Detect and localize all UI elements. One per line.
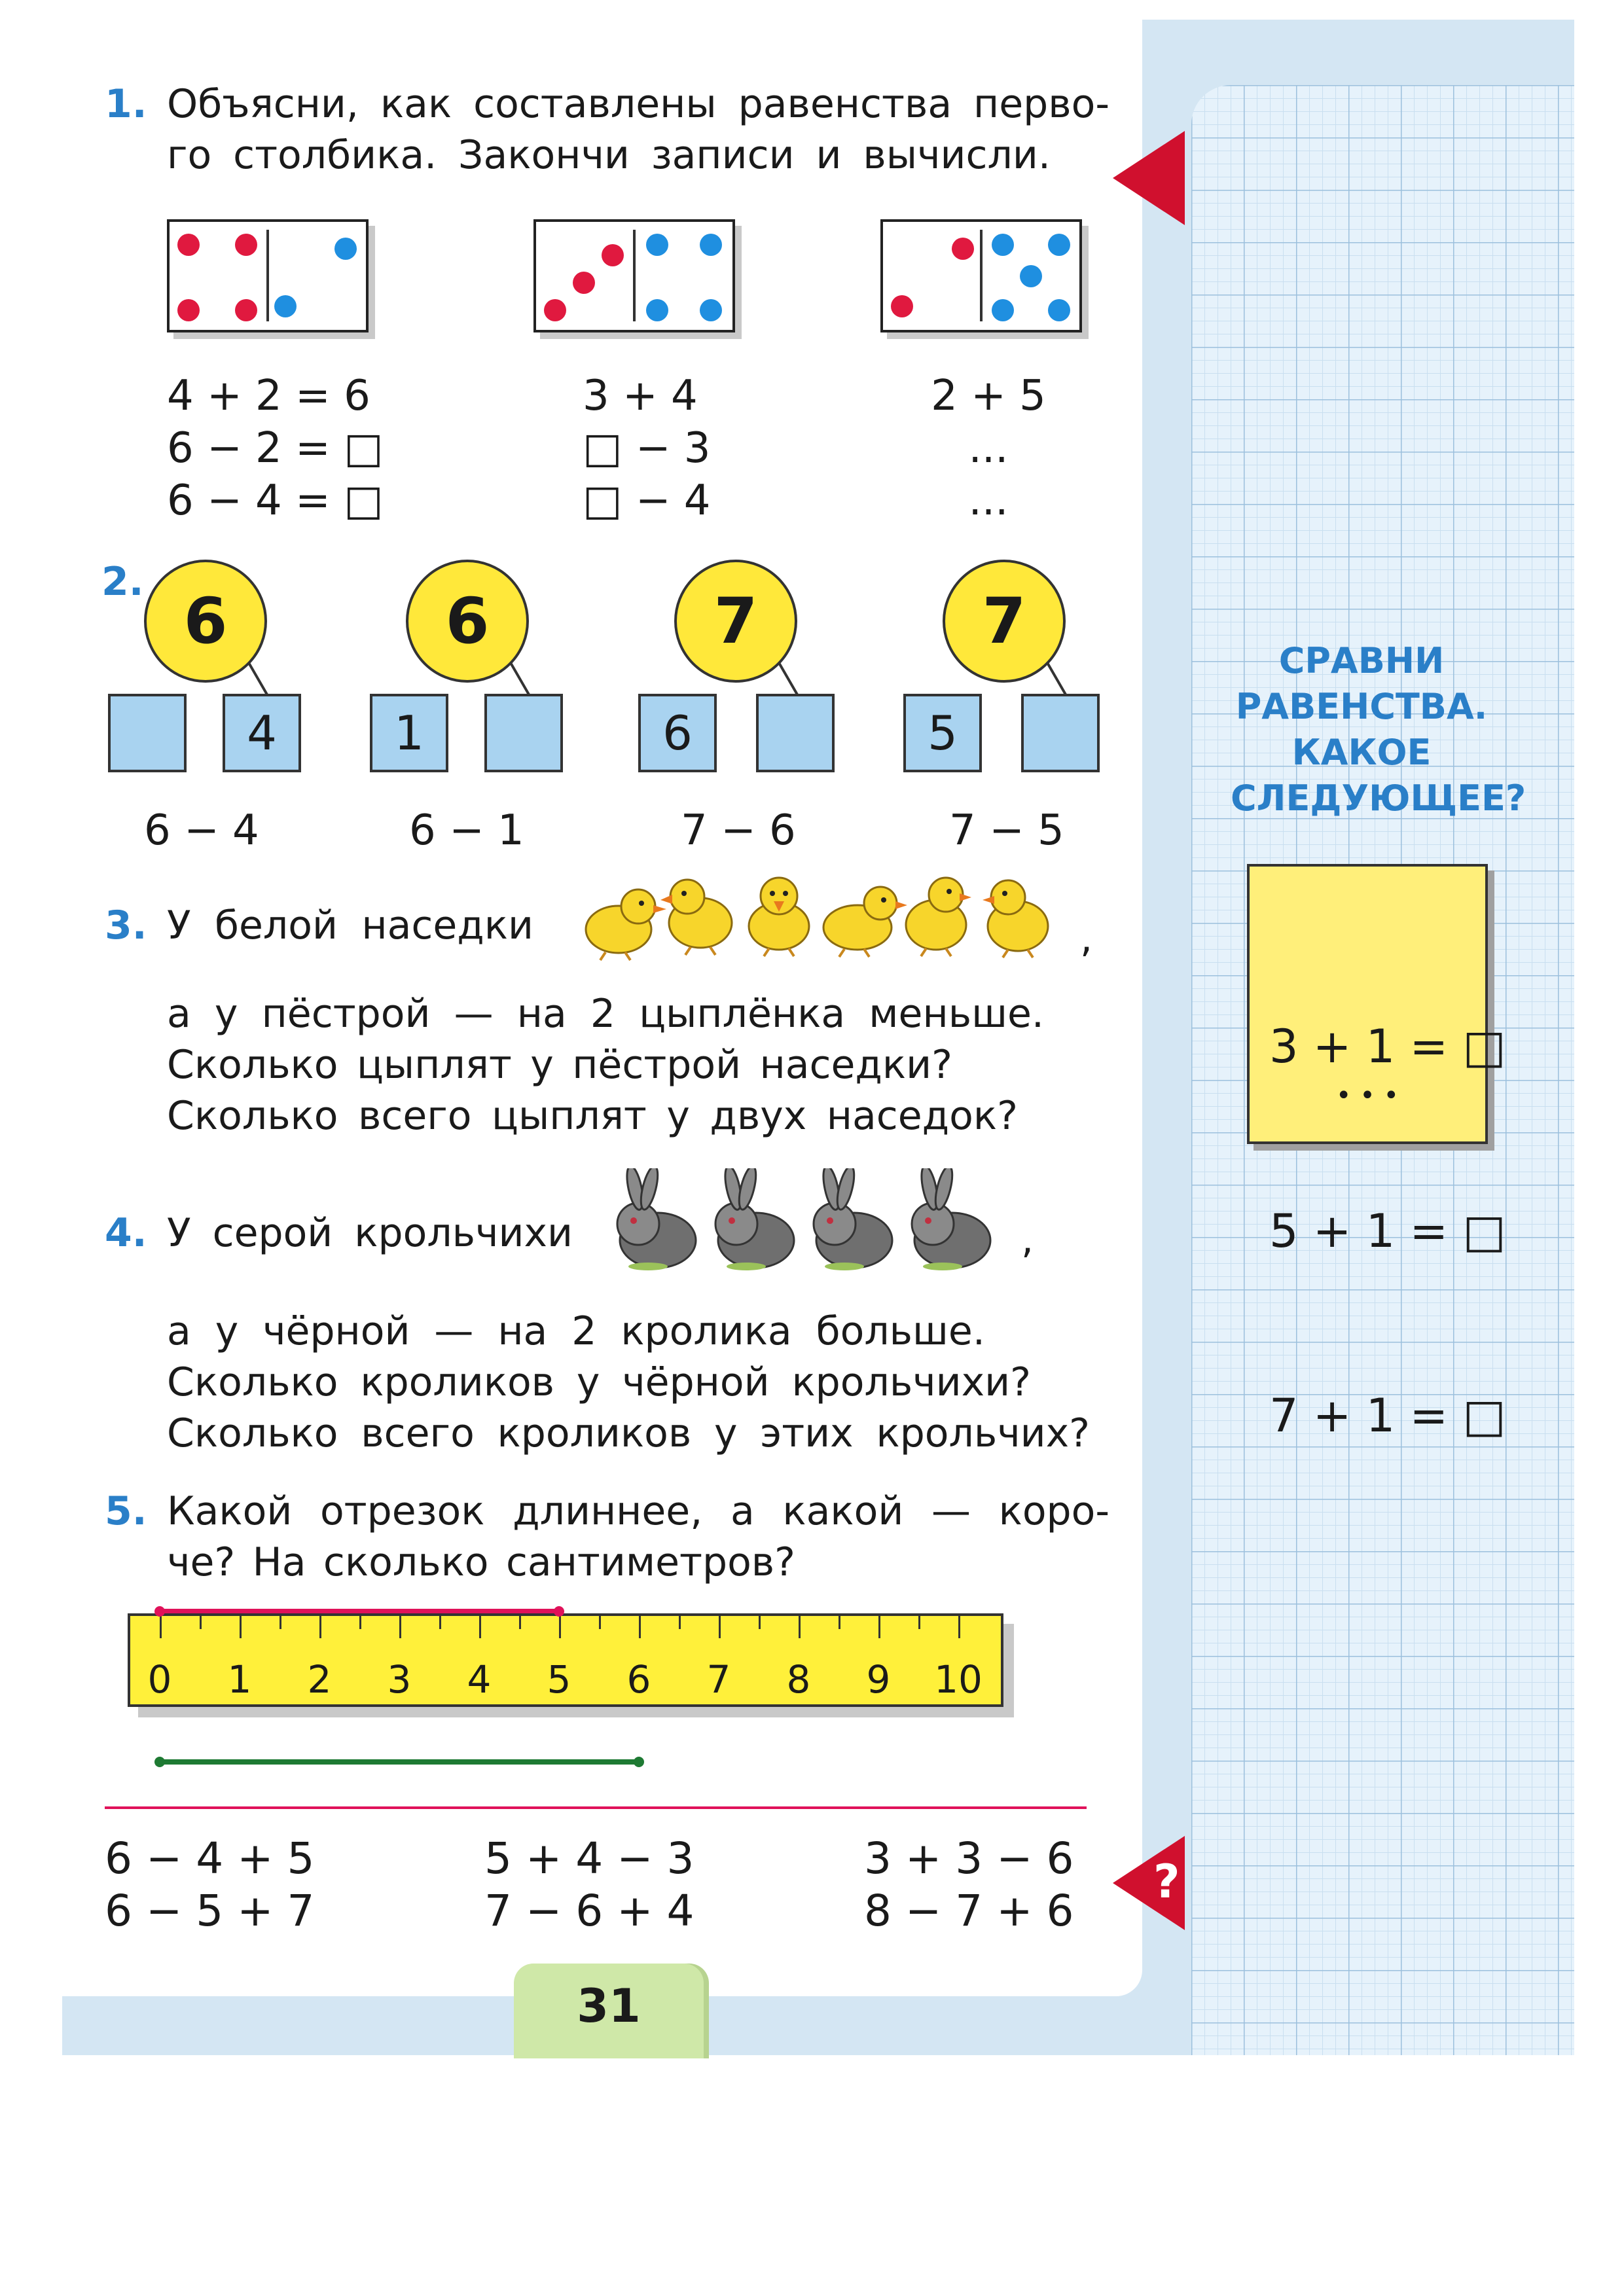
chick-icon (906, 878, 971, 956)
question-mark: ? (1153, 1855, 1180, 1909)
ruler-label: 4 (467, 1657, 492, 1702)
domino-2 (533, 219, 735, 332)
bottom-expression-column-1: 6 − 4 + 5 6 − 5 + 7 (105, 1833, 315, 1936)
ruler-label: 1 (227, 1657, 252, 1702)
ruler-half-tick (200, 1616, 202, 1629)
equation-column-2: 3 + 4 □ − 3 □ − 4 (583, 372, 711, 525)
expression: 6 − 4 (144, 806, 259, 855)
ruler-label: 0 (147, 1657, 172, 1702)
ruler-half-tick (599, 1616, 601, 1629)
task-1-line-2: го столбика. Закончи записи и вычисли. (167, 132, 1051, 178)
ruler-half-tick (679, 1616, 681, 1629)
segment-endpoint (154, 1606, 165, 1617)
blue-dot (274, 295, 297, 317)
expression: 7 − 6 (681, 806, 796, 855)
ruler-label: 10 (934, 1657, 983, 1702)
ruler-tick (719, 1616, 721, 1638)
chick-icon (749, 878, 809, 956)
sidebar-card: 3 + 1 = □ 5 + 1 = □ 7 + 1 = □ • • • (1247, 864, 1488, 1144)
red-dot (235, 234, 257, 256)
task-4-line-1: У серой крольчихи (167, 1210, 573, 1256)
comma: , (1021, 1217, 1034, 1263)
red-dot (235, 299, 257, 321)
ruler-half-tick (519, 1616, 521, 1629)
ruler-half-tick (918, 1616, 920, 1629)
task-5-line-1: Какой отрезок длиннее, а какой — коро- (167, 1488, 1110, 1534)
task-2-number: 2. (101, 559, 144, 605)
task-3-line-2: а у пёстрой — на 2 цыплёнка меньше. (167, 991, 1044, 1037)
number-box: 1 (370, 694, 448, 772)
task-3-line-4: Сколько всего цыплят у двух наседок? (167, 1093, 1018, 1139)
ruler-half-tick (280, 1616, 281, 1629)
red-dot (544, 299, 566, 321)
empty-answer-box[interactable] (484, 694, 563, 772)
red-dot (952, 238, 974, 260)
ruler-half-tick (439, 1616, 441, 1629)
number-box: 4 (223, 694, 301, 772)
ruler (128, 1613, 1003, 1707)
ruler-label: 9 (866, 1657, 891, 1702)
ruler-label: 2 (307, 1657, 332, 1702)
chick-icon (660, 880, 732, 955)
ruler-half-tick (359, 1616, 361, 1629)
ruler-tick (799, 1616, 801, 1638)
segment-bottom-green (160, 1759, 639, 1765)
blue-dot (646, 234, 668, 256)
ruler-tick (958, 1616, 960, 1638)
chick-icon (983, 880, 1048, 958)
section-divider (105, 1806, 1087, 1809)
red-dot (177, 299, 200, 321)
blue-dot (646, 299, 668, 321)
blue-dot (700, 299, 722, 321)
red-dot (177, 234, 200, 256)
blue-dot (334, 238, 357, 260)
task-4-number: 4. (105, 1210, 147, 1256)
blue-dot (992, 234, 1014, 256)
sidebar-title: СРАВНИ РАВЕНСТВА. КАКОЕ СЛЕДУЮЩЕЕ? (1231, 640, 1526, 819)
segment-endpoint (154, 1757, 165, 1767)
empty-answer-box[interactable] (108, 694, 187, 772)
rabbit-icon (715, 1168, 794, 1270)
comma: , (1080, 916, 1093, 961)
domino-1 (167, 219, 369, 332)
task-5-number: 5. (105, 1488, 147, 1534)
task-1-number: 1. (105, 81, 147, 127)
segment-endpoint (554, 1606, 564, 1617)
equation-column-3: 2 + 5 ... ... (931, 372, 1046, 525)
ruler-tick (878, 1616, 880, 1638)
number-box: 6 (638, 694, 717, 772)
ruler-tick (639, 1616, 641, 1638)
chick-icon (823, 887, 907, 957)
red-arrow-marker-icon (1113, 131, 1185, 225)
number-circle: 6 (406, 560, 529, 683)
ruler-tick (240, 1616, 242, 1638)
rabbit-icon (814, 1168, 892, 1270)
ruler-half-tick (759, 1616, 761, 1629)
ruler-half-tick (839, 1616, 840, 1629)
task-1-line-1: Объясни, как составлены равенства перво- (167, 81, 1110, 127)
blue-dot (1048, 234, 1070, 256)
empty-answer-box[interactable] (756, 694, 835, 772)
rabbit-icon (617, 1168, 696, 1270)
number-circle: 7 (943, 560, 1066, 683)
red-dot (602, 244, 624, 266)
number-circle: 6 (144, 560, 267, 683)
ruler-tick (319, 1616, 321, 1638)
task-3-line-1: У белой наседки (167, 903, 533, 948)
ruler-label: 5 (547, 1657, 571, 1702)
red-dot (891, 295, 913, 317)
chick-icon (586, 889, 666, 960)
segment-endpoint (634, 1757, 644, 1767)
expression: 7 − 5 (949, 806, 1064, 855)
empty-answer-box[interactable] (1021, 694, 1100, 772)
page-number: 31 (514, 1964, 704, 2058)
ruler-tick (399, 1616, 401, 1638)
ruler-label: 7 (706, 1657, 731, 1702)
blue-dot (992, 299, 1014, 321)
task-4-line-3: Сколько кроликов у чёрной крольчихи? (167, 1359, 1031, 1405)
task-4-line-4: Сколько всего кроликов у этих крольчих? (167, 1410, 1090, 1456)
task-5-line-2: че? На сколько сантиметров? (167, 1539, 795, 1585)
blue-dot (1048, 299, 1070, 321)
chicks-illustration (576, 874, 1074, 965)
rabbit-icon (912, 1168, 990, 1270)
domino-3 (880, 219, 1082, 332)
ruler-tick (160, 1616, 162, 1638)
ruler-tick (479, 1616, 481, 1638)
number-box: 5 (903, 694, 982, 772)
ruler-label: 6 (626, 1657, 651, 1702)
ruler-label: 8 (786, 1657, 811, 1702)
blue-dot (700, 234, 722, 256)
blue-dot (1020, 265, 1042, 287)
rabbits-illustration (609, 1168, 1015, 1273)
equation-column-1: 4 + 2 = 6 6 − 2 = □ 6 − 4 = □ (167, 372, 384, 525)
task-4-line-2: а у чёрной — на 2 кролика больше. (167, 1308, 985, 1354)
expression: 6 − 1 (409, 806, 524, 855)
task-3-number: 3. (105, 903, 147, 948)
red-dot (573, 272, 595, 294)
bottom-expression-column-3: 3 + 3 − 6 8 − 7 + 6 (864, 1833, 1074, 1936)
task-3-line-3: Сколько цыплят у пёстрой наседки? (167, 1042, 952, 1088)
ruler-tick (559, 1616, 561, 1638)
number-circle: 7 (674, 560, 797, 683)
bottom-expression-column-2: 5 + 4 − 3 7 − 6 + 4 (484, 1833, 695, 1936)
ruler-label: 3 (387, 1657, 412, 1702)
